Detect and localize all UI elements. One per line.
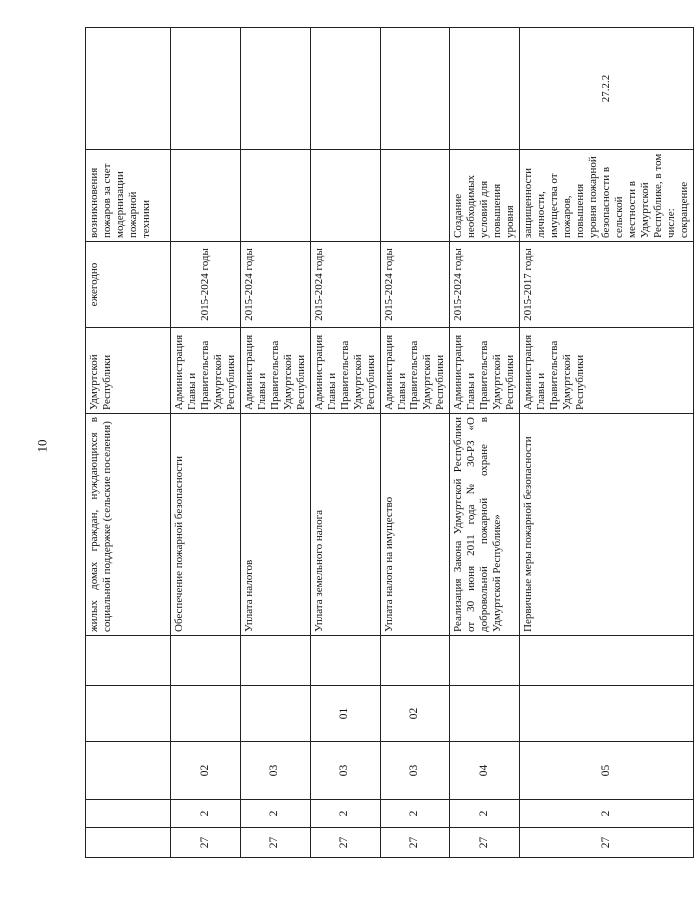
code-m: 02 bbox=[380, 686, 450, 742]
executor: Администрация Главы и Правительства Удмуртской Республики bbox=[171, 328, 241, 414]
code-m bbox=[450, 686, 520, 742]
executor: Администрация Главы и Правительства Удмуртской Республики bbox=[520, 328, 694, 414]
event-name: жилых домах граждан, нуждающихся в социальной поддержке (сельские поселения) bbox=[86, 414, 171, 636]
table-row bbox=[240, 28, 310, 858]
code-i bbox=[520, 636, 694, 686]
code-pp: 2 bbox=[380, 800, 450, 828]
code-pp: 2 bbox=[450, 800, 520, 828]
executor: Удмуртской Республики bbox=[86, 328, 171, 414]
executor: Администрация Главы и Правительства Удмуртской Республики bbox=[450, 328, 520, 414]
code-om: 03 bbox=[310, 742, 380, 800]
indicator bbox=[240, 28, 310, 150]
code-gp: 27 bbox=[380, 828, 450, 858]
code-om bbox=[86, 742, 171, 800]
indicator bbox=[171, 28, 241, 150]
code-m: 01 bbox=[310, 686, 380, 742]
table-row bbox=[450, 28, 520, 858]
table-row bbox=[86, 28, 171, 858]
period: 2015-2024 годы bbox=[240, 242, 310, 328]
expected-result bbox=[380, 150, 450, 242]
indicator bbox=[310, 28, 380, 150]
code-i bbox=[310, 636, 380, 686]
code-i bbox=[240, 636, 310, 686]
event-name: Реализация Закона Удмуртской Республики от 30 июня 2011 года № 30-РЗ «О добровольной пожарной охране в Удмуртской Республике» bbox=[450, 414, 520, 636]
code-pp: 2 bbox=[520, 800, 694, 828]
code-pp: 2 bbox=[310, 800, 380, 828]
code-m bbox=[520, 686, 694, 742]
table-row bbox=[171, 28, 241, 858]
code-m bbox=[240, 686, 310, 742]
event-name: Уплата налогов bbox=[240, 414, 310, 636]
period: 2015-2024 годы bbox=[450, 242, 520, 328]
indicator bbox=[380, 28, 450, 150]
table-row bbox=[380, 28, 450, 858]
rotated-page-content bbox=[85, 28, 690, 858]
expected-result bbox=[240, 150, 310, 242]
code-gp: 27 bbox=[520, 828, 694, 858]
expected-result: возникновения пожаров за счет модернизации пожарной техники bbox=[86, 150, 171, 242]
executor: Администрация Главы и Правительства Удмуртской Республики bbox=[380, 328, 450, 414]
period: 2015-2024 годы bbox=[171, 242, 241, 328]
code-om: 02 bbox=[171, 742, 241, 800]
expected-result bbox=[171, 150, 241, 242]
period: ежегодно bbox=[86, 242, 171, 328]
event-name: Уплата земельного налога bbox=[310, 414, 380, 636]
code-i bbox=[450, 636, 520, 686]
code-pp: 2 bbox=[240, 800, 310, 828]
page-number: 10 bbox=[34, 439, 50, 453]
code-i bbox=[171, 636, 241, 686]
table-row bbox=[310, 28, 380, 858]
executor: Администрация Главы и Правительства Удмуртской Республики bbox=[310, 328, 380, 414]
code-i bbox=[380, 636, 450, 686]
period: 2015-2017 годы bbox=[520, 242, 694, 328]
indicator bbox=[86, 28, 171, 150]
period: 2015-2024 годы bbox=[380, 242, 450, 328]
event-name: Обеспечение пожарной безопасности bbox=[171, 414, 241, 636]
expected-result bbox=[310, 150, 380, 242]
code-om: 04 bbox=[450, 742, 520, 800]
event-name: Первичные меры пожарной безопасности bbox=[520, 414, 694, 636]
executor: Администрация Главы и Правительства Удмуртской Республики bbox=[240, 328, 310, 414]
code-gp bbox=[86, 828, 171, 858]
code-om: 05 bbox=[520, 742, 694, 800]
code-pp: 2 bbox=[171, 800, 241, 828]
event-name: Уплата налога на имущество bbox=[380, 414, 450, 636]
code-m bbox=[171, 686, 241, 742]
code-pp bbox=[86, 800, 171, 828]
indicator bbox=[450, 28, 520, 150]
code-om: 03 bbox=[240, 742, 310, 800]
code-gp: 27 bbox=[310, 828, 380, 858]
program-table bbox=[85, 27, 694, 858]
code-gp: 27 bbox=[450, 828, 520, 858]
code-om: 03 bbox=[380, 742, 450, 800]
table-row bbox=[520, 28, 694, 858]
code-i bbox=[86, 636, 171, 686]
code-gp: 27 bbox=[171, 828, 241, 858]
code-gp: 27 bbox=[240, 828, 310, 858]
indicator: 27.2.2 bbox=[520, 28, 694, 150]
code-m bbox=[86, 686, 171, 742]
expected-result: Создание необходимых условий для повышения уровня bbox=[450, 150, 520, 242]
period: 2015-2024 годы bbox=[310, 242, 380, 328]
expected-result: защищенности личности, имущества от пожаров, повышения уровня пожарной безопасности в сельской местности в Удмуртской Республике, в том числе: сокращение bbox=[520, 150, 694, 242]
